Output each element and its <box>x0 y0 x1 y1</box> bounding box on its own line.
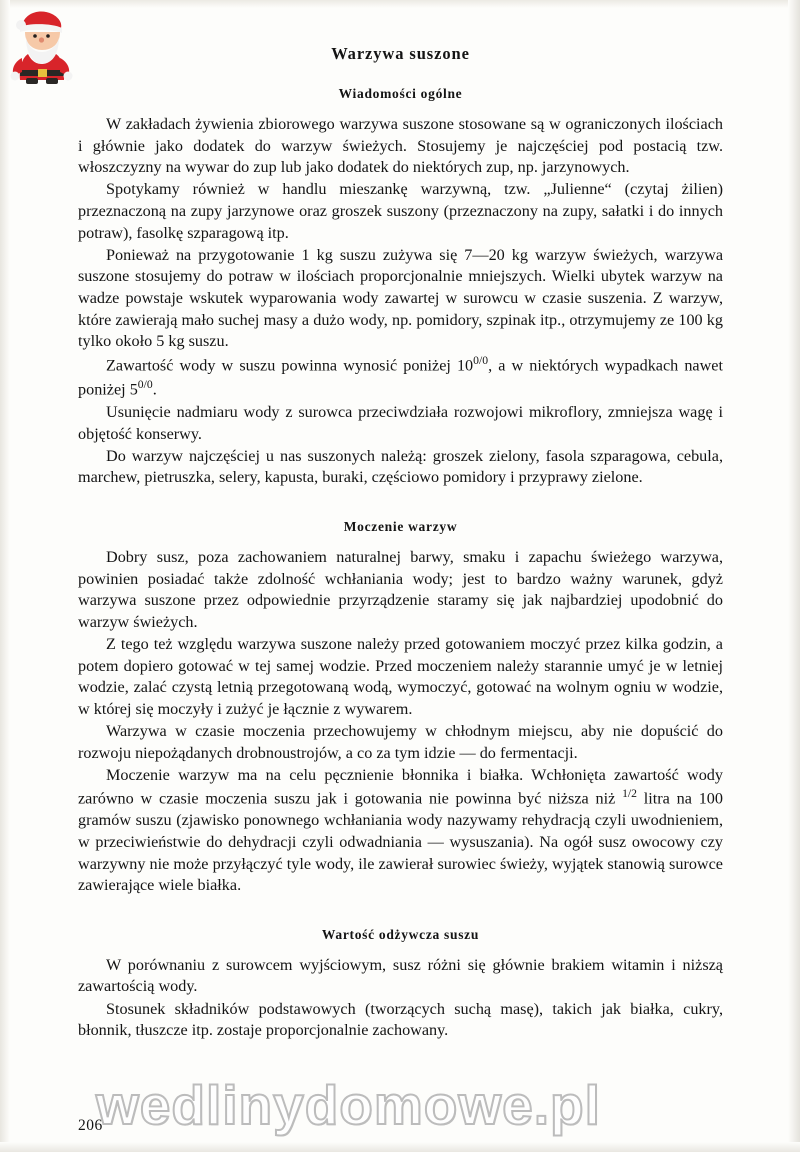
water-text-after: . <box>152 380 157 399</box>
paragraph: Dobry susz, poza zachowaniem naturalnej barwy, smaku i zapachu świeżego warzywa, powinien posiadać także zdolność wchłaniania wody; jest to bardzo ważny warunek, gdyż warzywa suszone przez odpowiednie przyrządzenie staramy się jak najbardziej upodobnić do warzyw świeżych. <box>78 547 723 631</box>
paragraph: W zakładach żywienia zbiorowego warzywa suszone stosowane są w ograniczonych ilościach i głównie jako dodatek do warzyw świeżych. Stosujemy je najczęściej pod postacią tzw. włoszczyzny na wywar do zup lub jako dodatek do niektórych zup, np. jarzynowych. <box>78 115 723 177</box>
soak-text-before: Moczenie warzyw ma na celu pęcznienie błonnika i białka. Wchłonięta zawartość wody zarówno w czasie moczenia suszu jak i gotowania nie powinna być niższa niż <box>78 765 723 808</box>
page-title: Warzywa suszone <box>331 44 470 63</box>
page-edge-top <box>0 0 800 8</box>
page-number: 206 <box>78 1117 103 1134</box>
page-content <box>78 44 723 1042</box>
paragraph: Ponieważ na przygotowanie 1 kg suszu zużywa się 7—20 kg warzyw świeżych, warzywa suszone stosujemy do potraw w ilościach proporcjonalnie mniejszych. Wielki ubytek warzyw na wadze powstaje wskutek wyparowania wody zawartej w surowcu w czasie suszenia. Z warzyw, które zawierają mało suchej masy a dużo wody, np. pomidory, szpinak itp., otrzymujemy ze 100 kg tylko około 5 kg suszu. <box>78 245 723 351</box>
paragraph: Stosunek składników podstawowych (tworzących suchą masę), takich jak białka, cukry, błonnik, tłuszcze itp. zostaje proporcjonalnie zachowany. <box>78 999 723 1040</box>
water-text-before: Zawartość wody w suszu powinna wynosić poniżej 10 <box>106 356 474 375</box>
paragraph: Spotykamy również w handlu mieszankę warzywną, tzw. „Julienne“ (czytaj żilien) przeznaczoną na zupy jarzynowe oraz groszek suszony (przeznaczony na zupy, sałatki i do innych potraw), fasolkę szparagową itp. <box>78 180 723 242</box>
paragraph-soaking-detail <box>78 765 723 897</box>
water-percent-1: 0/0 <box>473 354 489 368</box>
watermark-text: wedlinydomowe.pl <box>96 1074 601 1136</box>
page-edge-left <box>0 0 10 1152</box>
soak-fraction: 1/2 <box>622 787 637 801</box>
paragraph: Warzywa w czasie moczenia przechowujemy w chłodnym miejscu, aby nie dopuścić do rozwoju niepożądanych drobnoustrojów, a co za tym idzie — do fermentacji. <box>78 721 723 762</box>
soak-text-after: litra na 100 gramów suszu (zjawisko ponownego wchłaniania wody nazywamy rehydracją czyli uwodnieniem, w przeciwieństwie do dehydracji czyli odwadniania — wysuszania). Na ogół susz owocowy czy warzywny nie może przyłączyć tyle wody, ile zawierał surowiec świeży, wyjątek stanowią surowce zawierające wiele białka. <box>78 789 723 895</box>
paragraph: W porównaniu z surowcem wyjściowym, susz różni się głównie brakiem witamin i niższą zawartością wody. <box>78 955 723 996</box>
water-percent-2: 0/0 <box>137 378 153 392</box>
section-heading-general: Wiadomości ogólne <box>338 86 463 101</box>
paragraph: Z tego też względu warzywa suszone należy przed gotowaniem moczyć przez kilka godzin, a potem dopiero gotować w tej samej wodzie. Przed moczeniem należy starannie umyć je w letniej wodzie, zalać czystą letnią przegotowaną wodą, wymoczyć, gotować na wolnym ogniu w wodzie, w której się moczyły i zużyć je łącznie z wywarem. <box>78 634 723 718</box>
section-heading-nutrition: Wartość odżywcza suszu <box>321 926 480 942</box>
page-edge-bottom <box>0 1142 800 1152</box>
section-heading-soaking: Moczenie warzyw <box>343 518 458 534</box>
paragraph: Usunięcie nadmiaru wody z surowca przeciwdziała rozwojowi mikroflory, zmniejsza wagę i objętość konserwy. <box>78 402 723 443</box>
paragraph: Do warzyw najczęściej u nas suszonych należą: groszek zielony, fasola szparagowa, cebula, marchew, pietruszka, selery, kapusta, buraki, częściowo pomidory i przyprawy zielone. <box>78 446 723 487</box>
santa-claus-icon <box>8 6 74 84</box>
paragraph-water-content <box>78 353 723 401</box>
water-text-middle: , a w niektórych wypadkach nawet poniżej 5 <box>78 356 723 399</box>
page-edge-right <box>788 0 800 1152</box>
